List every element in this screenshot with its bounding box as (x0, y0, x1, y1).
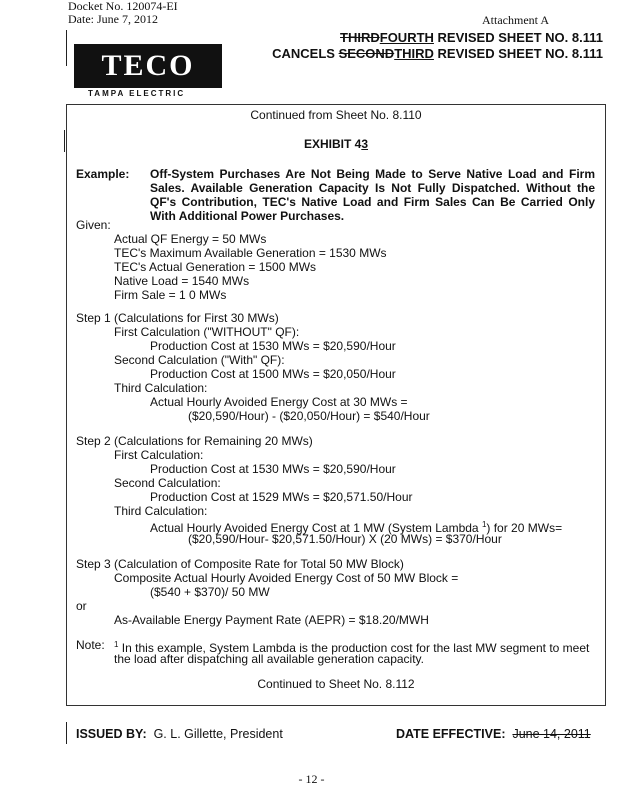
given-line: Actual QF Energy = 50 MWs (114, 232, 267, 246)
step2-line: Second Calculation: (114, 476, 221, 490)
footnote-marker: 1 (114, 640, 119, 649)
step3-line: Composite Actual Hourly Avoided Energy Cost of 50 MW Block = (114, 571, 459, 585)
step2-line: Production Cost at 1530 MWs = $20,590/Hour (150, 462, 396, 476)
step3-line: As-Available Energy Payment Rate (AEPR) = $18.20/MWH (114, 613, 429, 627)
step1-line: Second Calculation ("With" QF): (114, 353, 285, 367)
logo-text: TECO (101, 49, 195, 82)
docket-number: Docket No. 120074-EI (68, 0, 178, 13)
continued-from: Continued from Sheet No. 8.110 (250, 108, 422, 122)
given-line: TEC's Maximum Available Generation = 1530 MWs (114, 246, 387, 260)
step2-text: ) for 20 MWs= (486, 521, 563, 535)
example-text: Off-System Purchases Are Not Being Made to Serve Native Load and Firm Sales. Available Generation Capacity Is Not Fully Dispatched. Without the QF's Contribution, TEC's Native Load and Firm Sales Can Be Carried Only With Additional Power Purchases. (150, 167, 595, 223)
note-line: the load after dispatching all available generation capacity. (114, 652, 424, 666)
example-label: Example: (76, 167, 130, 181)
sheet-revision (272, 30, 603, 62)
step1-line: Actual Hourly Avoided Energy Cost at 30 MWs = (150, 395, 408, 409)
sheet-new-revision: FOURTH (379, 30, 434, 45)
step2-line: Production Cost at 1529 MWs = $20,571.50/Hour (150, 490, 413, 504)
cancels-new-revision: THIRD (394, 46, 434, 61)
sheet-rest: REVISED SHEET NO. 8.111 (433, 30, 603, 45)
sheet-number-line (272, 30, 603, 46)
revision-bar (66, 722, 67, 744)
footnote-marker: 1 (481, 520, 487, 529)
docket-header (68, 0, 178, 26)
continued-to: Continued to Sheet No. 8.112 (257, 677, 415, 691)
step2-line: ($20,590/Hour- $20,571.50/Hour) X (20 MWs) = $370/Hour (188, 532, 502, 546)
company-name: TAMPA ELECTRIC (88, 89, 186, 98)
step1-line: First Calculation ("WITHOUT" QF): (114, 325, 300, 339)
cancels-old-revision: SECOND (338, 46, 395, 61)
step2-heading: Step 2 (Calculations for Remaining 20 MWs) (76, 434, 313, 448)
issued-label: ISSUED BY: (76, 727, 147, 741)
step2-line: First Calculation: (114, 448, 204, 462)
company-logo (74, 44, 222, 88)
date-effective (396, 727, 591, 741)
issued-by (76, 727, 283, 741)
given-line: Native Load = 1540 MWs (114, 274, 250, 288)
exhibit-title (66, 137, 606, 151)
cancels-rest: REVISED SHEET NO. 8.111 (433, 46, 603, 61)
given-line: Firm Sale = 1 0 MWs (114, 288, 227, 302)
cancels-prefix: CANCELS (272, 46, 339, 61)
revision-bar (66, 30, 67, 66)
step3-heading: Step 3 (Calculation of Composite Rate for Total 50 MW Block) (76, 557, 404, 571)
attachment-label: Attachment A (482, 13, 549, 27)
exhibit-number: 3 (361, 137, 369, 151)
cancels-line (272, 46, 603, 62)
step1-line: Production Cost at 1530 MWs = $20,590/Hour (150, 339, 396, 353)
date-value: June 14, 2011 (512, 727, 591, 741)
docket-date: Date: June 7, 2012 (68, 12, 158, 26)
step3-line: ($540 + $370)/ 50 MW (150, 585, 270, 599)
step1-heading: Step 1 (Calculations for First 30 MWs) (76, 311, 279, 325)
page-number: - 12 - (298, 772, 325, 786)
date-label: DATE EFFECTIVE: (396, 727, 506, 741)
or-line: or (76, 599, 87, 613)
revision-bar (64, 130, 65, 152)
issued-name: G. L. Gillette, President (153, 727, 283, 741)
exhibit-label: EXHIBIT 4 (303, 137, 362, 151)
sheet-old-revision: THIRD (340, 30, 380, 45)
step1-line: ($20,590/Hour) - ($20,050/Hour) = $540/Hour (188, 409, 430, 423)
given-label: Given: (76, 218, 111, 232)
step2-line: Third Calculation: (114, 504, 208, 518)
step1-line: Third Calculation: (114, 381, 208, 395)
step1-line: Production Cost at 1500 MWs = $20,050/Hour (150, 367, 396, 381)
note-label: Note: (76, 638, 105, 652)
step2-text: Actual Hourly Avoided Energy Cost at 1 MW (System Lambda (150, 521, 479, 535)
given-line: TEC's Actual Generation = 1500 MWs (114, 260, 317, 274)
note-text: In this example, System Lambda is the production cost for the last MW segment to meet (121, 641, 590, 655)
